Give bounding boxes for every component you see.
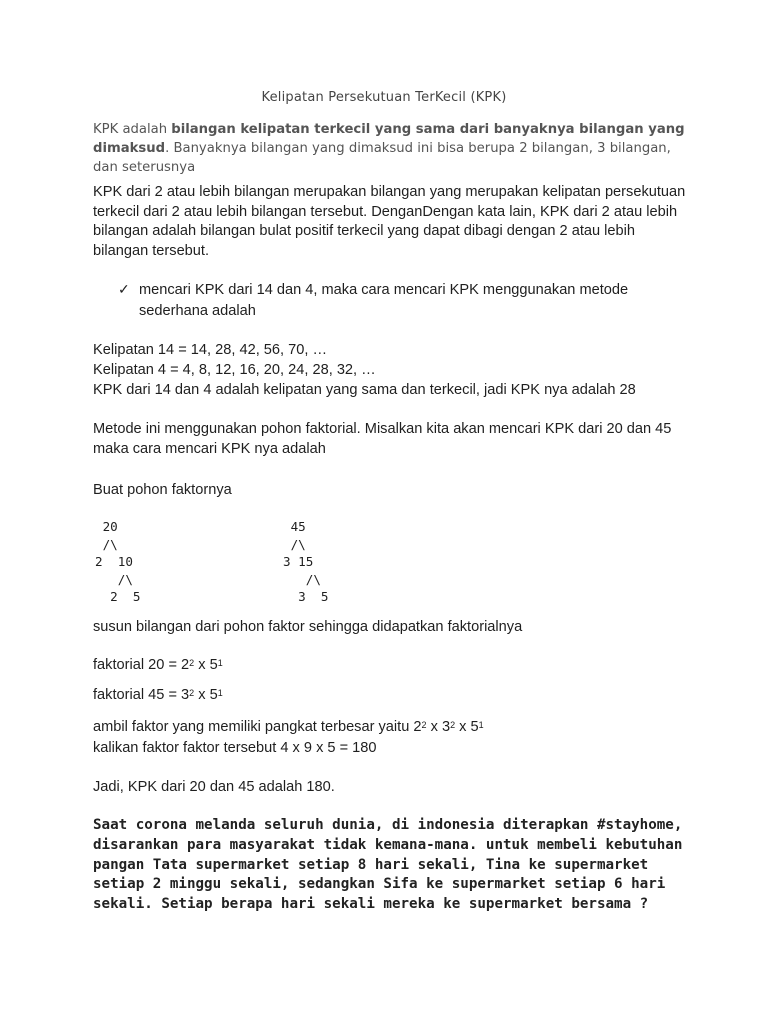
base: 5 xyxy=(209,687,218,703)
base: 5 xyxy=(209,657,218,673)
checklist-item-text: mencari KPK dari 14 dan 4, maka cara mencari KPK menggunakan metode sederhana adalah xyxy=(139,282,629,319)
exponent: 2 xyxy=(189,658,195,668)
document-title: Kelipatan Persekutuan TerKecil (KPK) xyxy=(261,90,507,105)
word-problem: Saat corona melanda seluruh dunia, di indonesia diterapkan #stayhome, disarankan para masyarakat tidak kemana-mana. untuk membeli kebutuhan pangan Tata supermarket setiap 8 hari sekali, Tina ke supermarket setiap 2 minggu sekali, sedangkan Sifa ke supermarket setiap 6 hari sekali. Setiap berapa hari sekali mereka ke supermarket bersama ? xyxy=(93,817,683,913)
arrange-instruction: susun bilangan dari pohon faktor sehingga didapatkan faktorialnya xyxy=(93,619,523,635)
times: x xyxy=(426,719,442,735)
base: 3 xyxy=(441,719,451,735)
exponent: 2 xyxy=(189,688,195,698)
kpk-14-4-result: KPK dari 14 dan 4 adalah kelipatan yang sama dan terkecil, jadi KPK nya adalah 28 xyxy=(93,382,636,398)
intro-definition-bold: bilangan kelipatan terkecil yang sama dari banyaknya bilangan yang dimaksud xyxy=(93,122,685,156)
factorial-45 xyxy=(93,685,223,705)
multiply-factors: kalikan faktor faktor tersebut 4 x 9 x 5 = 180 xyxy=(93,740,377,756)
multiples-14: Kelipatan 14 = 14, 28, 42, 56, 70, … xyxy=(93,342,328,358)
factorial-20 xyxy=(93,655,223,675)
multiples-4: Kelipatan 4 = 4, 8, 12, 16, 20, 24, 28, 32, … xyxy=(93,362,376,378)
base: 2 xyxy=(181,657,190,673)
exponent: 1 xyxy=(478,720,484,730)
factorial-45-label: faktorial 45 = xyxy=(93,687,182,703)
intro-text-1: adalah xyxy=(118,122,172,137)
factor-tree-45: 45 /\ 3 15 /\ 3 5 xyxy=(283,519,329,604)
intro-term: KPK xyxy=(93,122,119,137)
exponent: 1 xyxy=(217,688,223,698)
base: 3 xyxy=(181,687,190,703)
base: 5 xyxy=(470,719,479,735)
take-highest-power xyxy=(93,717,484,737)
method-paragraph: Metode ini menggunakan pohon faktorial. Misalkan kita akan mencari KPK dari 20 dan 45 maka cara mencari KPK nya adalah xyxy=(93,421,672,457)
exponent: 1 xyxy=(217,658,223,668)
factor-tree-20: 20 /\ 2 10 /\ 2 5 xyxy=(95,519,141,604)
definition-paragraph: KPK dari 2 atau lebih bilangan merupakan bilangan yang merupakan kelipatan persekutuan terkecil dari 2 atau lebih bilangan tersebut. DenganDengan kata lain, KPK dari 2 atau lebih bilangan adalah bilangan bulat positif terkecil yang dapat dibagi dengan 2 atau lebih bilangan tersebut. xyxy=(93,184,686,259)
intro-text-2: . Banyaknya bilangan yang dimaksud ini bisa berupa 2 bilangan, 3 bilangan, dan seterusnya xyxy=(93,141,671,175)
tree-heading: Buat pohon faktornya xyxy=(93,482,232,498)
exponent: 2 xyxy=(421,720,427,730)
exponent: 2 xyxy=(450,720,456,730)
checkmark-icon: ✓ xyxy=(118,281,130,297)
take-label: ambil faktor yang memiliki pangkat terbesar yaitu xyxy=(93,719,414,735)
factorial-20-label: faktorial 20 = xyxy=(93,657,182,673)
times: x xyxy=(455,719,471,735)
times: x xyxy=(194,687,210,703)
base: 2 xyxy=(413,719,422,735)
times: x xyxy=(194,657,210,673)
intro-paragraph xyxy=(93,120,693,177)
conclusion: Jadi, KPK dari 20 dan 45 adalah 180. xyxy=(93,779,335,795)
